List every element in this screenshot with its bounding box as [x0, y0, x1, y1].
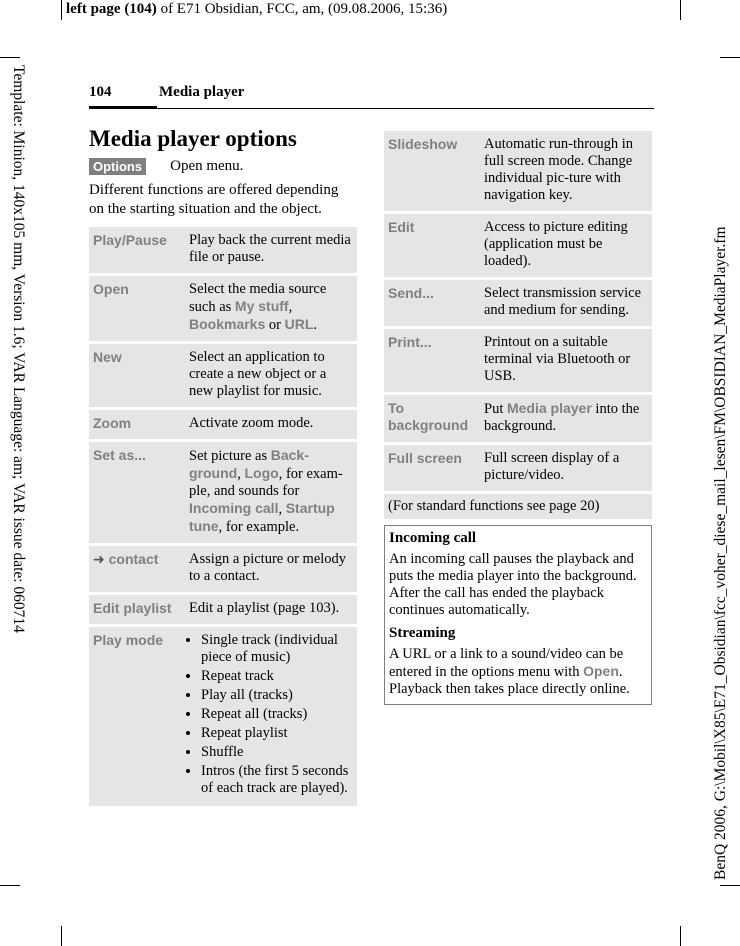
desc-text: ,: [288, 299, 293, 315]
table-row: [89, 276, 357, 341]
table-row: [384, 395, 652, 442]
crop-mark: [61, 0, 62, 20]
option-desc: Automatic run-through in full screen mode. Change individual pic-ture with navigation key.: [480, 131, 652, 211]
list-item: • Play all (tracks): [201, 687, 353, 704]
desc-text: , for example.: [218, 519, 300, 535]
menu-ref-url: URL: [284, 316, 314, 332]
print-header-rest: of E71 Obsidian, FCC, am, (09.08.2006, 15:36): [156, 1, 448, 17]
desc-text: Put: [484, 401, 507, 417]
desc-text: into the background.: [484, 401, 640, 434]
desc-text: , for exam-ple, and sounds for: [189, 466, 343, 499]
desc-text: A URL or a link to a sound/video can be entered in the options menu with: [389, 646, 624, 680]
option-desc: [480, 395, 652, 442]
page-title: Media player options: [89, 126, 297, 151]
option-desc: Assign a picture or melody to a contact.: [185, 546, 357, 592]
crop-mark: [720, 885, 740, 886]
menu-ref-incoming-call: Incoming call: [189, 500, 279, 516]
file-path-margin-note: [712, 180, 736, 880]
table-row: [384, 131, 652, 211]
crop-mark: [61, 926, 62, 946]
template-margin-note: [5, 65, 27, 660]
table-row: [89, 227, 357, 273]
list-item: • Intros (the first 5 seconds of each track are played).: [201, 763, 353, 797]
desc-text: ,: [278, 501, 286, 517]
option-desc: Select transmission service and medium for sending.: [480, 280, 652, 326]
crop-mark: [680, 926, 681, 946]
option-desc: Select an application to create a new object or a new playlist for music.: [185, 344, 357, 407]
intro-text: Different functions are offered depending on the starting situation and the object.: [89, 182, 339, 217]
option-key: To background: [384, 395, 480, 442]
list-item: • Repeat all (tracks): [201, 706, 353, 723]
option-desc: Full screen display of a picture/video.: [480, 445, 652, 491]
option-desc: Access to picture editing (application must be loaded).: [480, 214, 652, 277]
option-key: [89, 546, 185, 592]
option-key: Full screen: [384, 445, 480, 491]
contact-label: contact: [108, 551, 159, 567]
arrow-icon: ➜: [93, 551, 105, 567]
option-desc: [185, 442, 357, 543]
incoming-call-heading: Incoming call: [389, 530, 477, 546]
options-softkey: Options: [89, 158, 146, 175]
table-row: [384, 329, 652, 392]
menu-ref-background: Back-ground: [189, 447, 309, 481]
option-key: Zoom: [89, 410, 185, 439]
option-desc: Play back the current media file or pause.: [185, 227, 357, 273]
list-item: • Repeat track: [201, 668, 353, 685]
play-mode-list: [189, 632, 353, 797]
option-key: Slideshow: [384, 131, 480, 211]
desc-text: Set picture as: [189, 448, 271, 464]
print-header-bold: left page (104): [66, 1, 157, 17]
table-row: [89, 442, 357, 543]
option-key: Print...: [384, 329, 480, 392]
desc-text: or: [265, 317, 285, 333]
table-row: [89, 344, 357, 407]
standard-functions-note: (For standard functions see page 20): [384, 494, 652, 519]
option-desc: Activate zoom mode.: [185, 410, 357, 439]
crop-mark: [720, 57, 740, 58]
list-item: • Single track (individual piece of music): [201, 632, 353, 666]
list-item: • Shuffle: [201, 744, 353, 761]
header-rule: [157, 108, 654, 109]
options-table-right: [384, 128, 652, 494]
streaming-heading: Streaming: [389, 625, 456, 641]
options-desc: Open menu.: [170, 158, 244, 174]
template-margin-text: Template: Minion, 140x105 mm, Version 1.6; VAR Language: am; VAR issue date: 060714: [10, 65, 27, 633]
play-label: Play: [93, 232, 122, 248]
menu-ref-startup-tune: Startup tune: [189, 500, 335, 534]
option-key: Edit: [384, 214, 480, 277]
crop-mark: [0, 57, 20, 58]
crop-mark: [680, 0, 681, 20]
table-row: [89, 546, 357, 592]
menu-ref-open: Open: [583, 663, 619, 679]
desc-text: ,: [237, 466, 245, 482]
table-row: [384, 214, 652, 277]
desc-text: . Playback then takes place directly online.: [389, 664, 630, 697]
options-table-left: [89, 224, 357, 809]
info-box: [384, 525, 652, 705]
slash: /: [121, 232, 126, 248]
right-column: [384, 131, 652, 705]
table-row: [89, 595, 357, 624]
menu-ref-bookmarks: Bookmarks: [189, 316, 266, 332]
option-desc: Printout on a suitable terminal via Bluetooth or USB.: [480, 329, 652, 392]
option-key: [89, 227, 185, 273]
print-header: [66, 1, 447, 18]
left-column: [89, 126, 357, 809]
table-row: [384, 280, 652, 326]
header-rule-thick: [89, 106, 157, 109]
section-title: Media player: [159, 84, 245, 100]
page-number: 104: [89, 84, 112, 100]
option-desc: Edit a playlist (page 103).: [185, 595, 357, 624]
option-key: Open: [89, 276, 185, 341]
incoming-call-text: An incoming call pauses the playback and puts the media player into the background. After the call has ended the playback continues automatically.: [389, 551, 637, 618]
menu-ref-media-player: Media player: [506, 400, 592, 416]
table-row: [89, 410, 357, 439]
desc-text: Select the media source such as: [189, 281, 327, 315]
option-key: Play mode: [89, 627, 185, 806]
option-desc: [185, 627, 357, 806]
file-path-margin-text: BenQ 2006, G:\Mobil\X85\E71_Obsidian\fcc_voher_diese_mail_lesen\FM\OBSIDIAN_MediaPlayer.fm: [712, 226, 729, 880]
pause-label: Pause: [125, 232, 167, 248]
table-row: [384, 445, 652, 491]
menu-ref-logo: Logo: [244, 465, 279, 481]
crop-mark: [0, 885, 20, 886]
list-item: • Repeat playlist: [201, 725, 353, 742]
options-line: [89, 158, 357, 175]
table-row: [89, 627, 357, 806]
streaming-text: [389, 646, 647, 698]
option-key: Set as...: [89, 442, 185, 543]
menu-ref-my-stuff: My stuff: [234, 298, 289, 314]
option-key: New: [89, 344, 185, 407]
option-key: Edit playlist: [89, 595, 185, 624]
option-key: Send...: [384, 280, 480, 326]
option-desc: [185, 276, 357, 341]
desc-text: .: [313, 317, 318, 333]
